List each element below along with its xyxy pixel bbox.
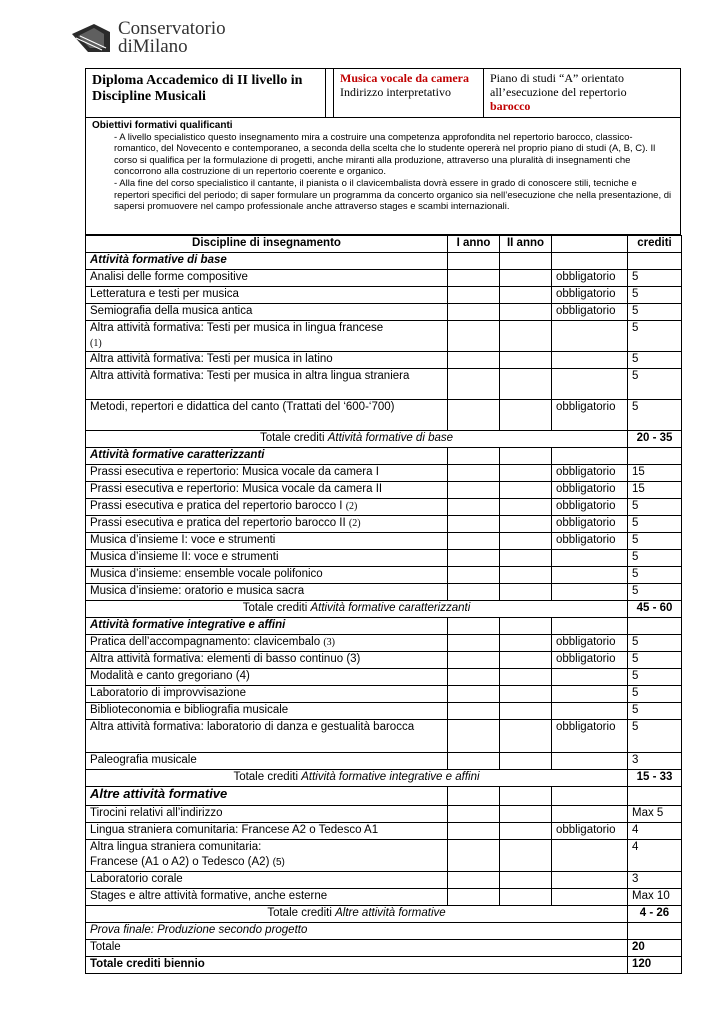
course-name-text-2: Francese (A1 o A2) o Tedesco (A2) <box>90 855 270 868</box>
course-name-cell: Modalità e canto gregoriano (4) <box>86 669 448 686</box>
mandatory-cell: obbligatorio <box>552 652 628 669</box>
footnote-ref: (2) <box>348 518 361 529</box>
credits-cell: 5 <box>628 567 682 584</box>
table-row <box>86 652 682 669</box>
mandatory-cell <box>552 669 628 686</box>
table-row <box>86 465 682 482</box>
course-name-cell: Metodi, repertori e didattica del canto (Trattati del ‘600-‘700) <box>86 400 448 431</box>
biennio-total-label: Totale crediti biennio <box>86 957 628 974</box>
final-exam-label: Prova finale: Produzione secondo progetto <box>86 923 628 940</box>
course-name-cell: Prassi esecutiva e repertorio: Musica vocale da camera I <box>86 465 448 482</box>
credits-cell: 15 <box>628 465 682 482</box>
mandatory-cell <box>552 550 628 567</box>
mandatory-cell: obbligatorio <box>552 516 628 533</box>
study-plan-text: Piano di studi “A” orientato all’esecuzione del repertorio <box>490 71 627 99</box>
section-total-label <box>86 770 628 787</box>
course-name-cell: Biblioteconomia e bibliografia musicale <box>86 703 448 720</box>
credits-cell: 5 <box>628 304 682 321</box>
credits-cell: 5 <box>628 499 682 516</box>
credits-cell: 5 <box>628 635 682 652</box>
course-name-cell: Musica d’insieme: ensemble vocale polifonico <box>86 567 448 584</box>
logo-mark-icon <box>72 24 110 52</box>
credits-cell: 5 <box>628 652 682 669</box>
credits-cell: 5 <box>628 703 682 720</box>
header-credits: crediti <box>628 236 682 253</box>
credits-cell: 5 <box>628 287 682 304</box>
course-name-cell: Musica d’insieme: oratorio e musica sacra <box>86 584 448 601</box>
table-row <box>86 753 682 770</box>
table-row <box>86 669 682 686</box>
credits-cell: 15 <box>628 482 682 499</box>
grand-total-label: Totale <box>86 940 628 957</box>
conservatorio-logo <box>72 16 272 56</box>
section-total-row <box>86 770 682 787</box>
logo-line1: Conservatorio <box>118 18 226 39</box>
section-total-value: 20 - 35 <box>628 431 682 448</box>
table-row <box>86 686 682 703</box>
total-label-text: Totale crediti <box>267 907 336 919</box>
mandatory-cell <box>552 806 628 823</box>
study-plan-red: barocco <box>490 99 531 113</box>
mandatory-cell: obbligatorio <box>552 304 628 321</box>
section-total-label <box>86 431 628 448</box>
course-name-text: Prassi esecutiva e pratica del repertorio barocco II <box>90 517 346 529</box>
credits-cell: 5 <box>628 352 682 369</box>
table-row <box>86 400 682 431</box>
course-name-cell: Musica d’insieme II: voce e strumenti <box>86 550 448 567</box>
section-total-row <box>86 601 682 618</box>
total-label-italic: Attività formative caratterizzanti <box>310 602 471 614</box>
final-exam-row <box>86 923 682 940</box>
mandatory-cell <box>552 703 628 720</box>
total-label-italic: Attività formative di base <box>327 432 454 444</box>
mandatory-cell: obbligatorio <box>552 400 628 431</box>
table-row <box>86 584 682 601</box>
table-row <box>86 304 682 321</box>
section-total-row <box>86 906 682 923</box>
section-title: Attività formative integrative e affini <box>86 618 448 635</box>
section-title: Altre attività formative <box>86 787 448 806</box>
section-total-row <box>86 431 682 448</box>
section-total-value: 4 - 26 <box>628 906 682 923</box>
course-name-text: Pratica dell’accompagnamento: clavicembalo <box>90 636 321 648</box>
mandatory-cell: obbligatorio <box>552 482 628 499</box>
course-name: Musica vocale da camera <box>340 71 469 85</box>
mandatory-cell: obbligatorio <box>552 270 628 287</box>
course-name-text: Altra lingua straniera comunitaria: <box>90 841 262 853</box>
table-row <box>86 720 682 753</box>
course-name-cell: Semiografia della musica antica <box>86 304 448 321</box>
credits-cell: 5 <box>628 550 682 567</box>
table-row <box>86 635 682 652</box>
course-name-text: Altra attività formativa: Testi per musica in lingua francese <box>90 322 384 334</box>
credits-cell: 5 <box>628 584 682 601</box>
total-label-italic: Altre attività formative <box>335 907 446 919</box>
course-name-cell: Laboratorio di improvvisazione <box>86 686 448 703</box>
table-row <box>86 516 682 533</box>
mandatory-cell <box>552 686 628 703</box>
table-row <box>86 889 682 906</box>
mandatory-cell <box>552 584 628 601</box>
final-exam-credits <box>628 923 682 940</box>
objectives-paragraph-1: - A livello specialistico questo insegnamento mira a costruire una competenza approfondita nel repertorio barocco, classico-romantico, del Novecento e contemporaneo, a seconda della scelta che lo studente opererà nel proprio piano di studi (A, B, C). Il corso si qualifica per la formulazione di progetti, anche miranti alla produzione, attraverso una pluralità di insegnamenti che concorrono alla costruzione di un repertorio coerente e organico. <box>114 131 656 178</box>
mandatory-cell: obbligatorio <box>552 287 628 304</box>
course-name-cell: Prassi esecutiva e repertorio: Musica vocale da camera II <box>86 482 448 499</box>
course-name-text: Prassi esecutiva e pratica del repertorio barocco I <box>90 500 343 512</box>
mandatory-cell: obbligatorio <box>552 533 628 550</box>
section-title: Attività formative caratterizzanti <box>86 448 448 465</box>
diploma-title: Diploma Accademico di II livello in Discipline Musicali <box>86 69 326 117</box>
table-header-row <box>86 236 682 253</box>
table-row <box>86 840 682 872</box>
table-row <box>86 533 682 550</box>
footnote-ref: (1) <box>90 337 102 349</box>
mandatory-cell: obbligatorio <box>552 635 628 652</box>
course-name-cell <box>86 635 448 652</box>
table-row <box>86 823 682 840</box>
course-subtitle: Indirizzo interpretativo <box>340 85 451 99</box>
footnote-ref: (2) <box>345 501 358 512</box>
total-label-text: Totale crediti <box>233 771 302 783</box>
course-name-cell <box>86 516 448 533</box>
mandatory-cell <box>552 321 628 352</box>
credits-cell: 5 <box>628 400 682 431</box>
course-name-cell: Letteratura e testi per musica <box>86 287 448 304</box>
mandatory-cell <box>552 567 628 584</box>
course-name-cell <box>86 321 448 352</box>
objectives-title: Obiettivi formativi qualificanti <box>92 120 233 131</box>
header-year-2: II anno <box>500 236 552 253</box>
credits-cell: 3 <box>628 753 682 770</box>
credits-cell: 5 <box>628 516 682 533</box>
mandatory-cell: obbligatorio <box>552 823 628 840</box>
course-name-cell: Tirocini relativi all’indirizzo <box>86 806 448 823</box>
section-title-row <box>86 253 682 270</box>
objectives-section <box>85 118 681 235</box>
mandatory-cell <box>552 840 628 872</box>
credits-cell: 4 <box>628 823 682 840</box>
credits-cell: 5 <box>628 369 682 400</box>
mandatory-cell <box>552 889 628 906</box>
credits-cell: 5 <box>628 270 682 287</box>
section-title-row <box>86 448 682 465</box>
course-name-cell <box>86 840 448 872</box>
section-total-value: 15 - 33 <box>628 770 682 787</box>
program-header <box>85 68 681 118</box>
course-name-cell: Musica d’insieme I: voce e strumenti <box>86 533 448 550</box>
credits-cell: 5 <box>628 321 682 352</box>
credits-cell: Max 5 <box>628 806 682 823</box>
total-label-text: Totale crediti <box>242 602 311 614</box>
course-name-cell: Lingua straniera comunitaria: Francese A2 o Tedesco A1 <box>86 823 448 840</box>
table-row <box>86 703 682 720</box>
credits-cell: 4 <box>628 840 682 872</box>
study-plan-title <box>484 69 680 117</box>
course-name-cell: Altra attività formativa: Testi per musica in altra lingua straniera <box>86 369 448 400</box>
credits-cell: 5 <box>628 720 682 753</box>
mandatory-cell: obbligatorio <box>552 465 628 482</box>
footnote-ref: (5) <box>272 856 285 868</box>
course-title <box>334 69 484 117</box>
table-row <box>86 369 682 400</box>
credits-cell: 3 <box>628 872 682 889</box>
section-title-row <box>86 787 682 806</box>
biennio-total-row <box>86 957 682 974</box>
section-total-value: 45 - 60 <box>628 601 682 618</box>
logo-text <box>118 20 226 56</box>
grand-total-value: 20 <box>628 940 682 957</box>
header-discipline: Discipline di insegnamento <box>86 236 448 253</box>
course-name-cell: Analisi delle forme compositive <box>86 270 448 287</box>
table-row <box>86 499 682 516</box>
total-label-italic: Attività formative integrative e affini <box>301 771 480 783</box>
table-row <box>86 806 682 823</box>
table-row <box>86 567 682 584</box>
section-title-row <box>86 618 682 635</box>
mandatory-cell <box>552 369 628 400</box>
course-name-cell: Altra attività formativa: laboratorio di danza e gestualità barocca <box>86 720 448 753</box>
table-row <box>86 550 682 567</box>
footnote-ref: (3) <box>323 637 335 648</box>
header-empty <box>552 236 628 253</box>
mandatory-cell: obbligatorio <box>552 499 628 516</box>
credits-cell: 5 <box>628 686 682 703</box>
course-name-cell: Altra attività formativa: elementi di basso continuo (3) <box>86 652 448 669</box>
logo-line2: diMilano <box>118 36 188 57</box>
credits-cell: Max 10 <box>628 889 682 906</box>
table-row <box>86 872 682 889</box>
course-name-cell <box>86 499 448 516</box>
credits-cell: 5 <box>628 533 682 550</box>
objectives-paragraph-2: - Alla fine del corso specialistico il cantante, il pianista o il clavicembalista dovrà essere in grado di conoscere stili, tecniche e repertori specifici del periodo; di saper formulare un programma da concerto organico sia nell’esecuzione che nella presentazione, di sapersi promuovere nel campo professionale anche attraverso stages e scambi internazionali. <box>114 177 672 213</box>
curriculum-table <box>85 235 682 974</box>
header-year-1: I anno <box>448 236 500 253</box>
grand-total-row <box>86 940 682 957</box>
credits-cell: 5 <box>628 669 682 686</box>
course-name-cell: Paleografia musicale <box>86 753 448 770</box>
biennio-total-value: 120 <box>628 957 682 974</box>
course-name-cell: Stages e altre attività formative, anche esterne <box>86 889 448 906</box>
table-row <box>86 287 682 304</box>
mandatory-cell <box>552 872 628 889</box>
mandatory-cell <box>552 352 628 369</box>
mandatory-cell <box>552 753 628 770</box>
mandatory-cell: obbligatorio <box>552 720 628 753</box>
table-row <box>86 482 682 499</box>
course-name-cell: Laboratorio corale <box>86 872 448 889</box>
section-total-label <box>86 906 628 923</box>
section-total-label <box>86 601 628 618</box>
course-name-cell: Altra attività formativa: Testi per musica in latino <box>86 352 448 369</box>
total-label-text: Totale crediti <box>259 432 328 444</box>
table-row <box>86 352 682 369</box>
header-spacer <box>326 69 334 117</box>
table-row <box>86 270 682 287</box>
section-title: Attività formative di base <box>86 253 448 270</box>
table-row <box>86 321 682 352</box>
